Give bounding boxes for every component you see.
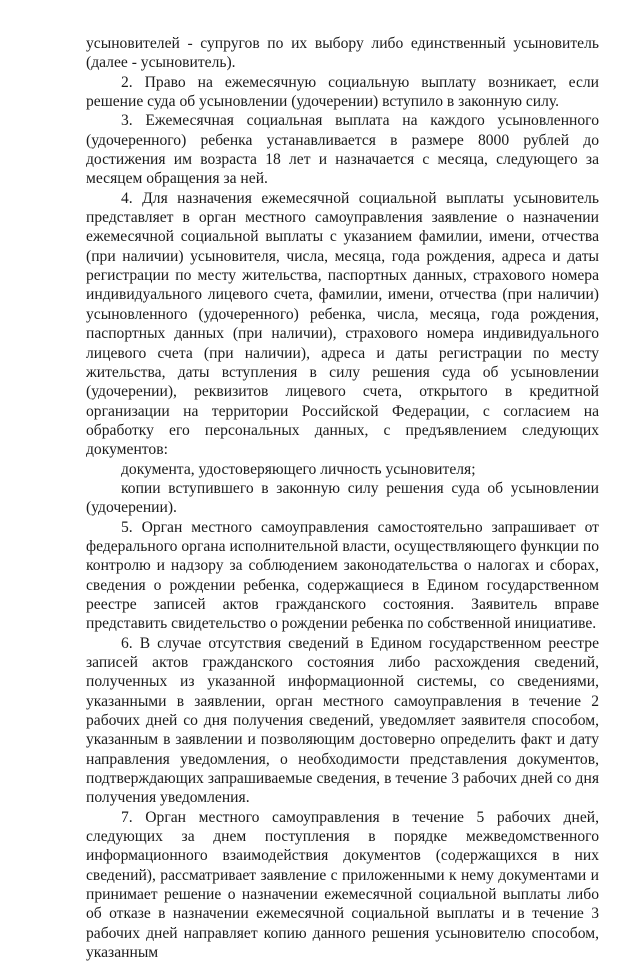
paragraph-item-4: 4. Для назначения ежемесячной социальной выплаты усыновитель представляет в орган местного самоуправления заявление о назначении ежемесячной социальной выплаты с указанием фамилии, имени, отчества (при наличии) усыновителя, числа, месяца, года рождения, адреса и даты регистрации по месту жительства, паспортных данных, страхового номера индивидуального лицевого счета, фамилии, имени, отчества (при наличии) усыновленного (удочеренного) ребенка, числа, месяца, года рождения, паспортных данных (при наличии), страхового номера индивидуального лицевого счета (при наличии), адреса и даты регистрации по месту жительства, даты вступления в силу решения суда об усыновлении (удочерении), реквизитов лицевого счета, открытого в кредитной организации на территории Российской Федерации, с согласием на обработку его персональных данных, с предъявлением следующих документов: — [86, 189, 599, 459]
paragraph-item-2: 2. Право на ежемесячную социальную выплату возникает, если решение суда об усыновлении (удочерении) вступило в законную силу. — [86, 73, 599, 111]
paragraph-continuation: усыновителей - супругов по их выбору либо единственный усыновитель (далее - усыновитель). — [86, 35, 599, 72]
paragraph-document-court-decision: копии вступившего в законную силу решения суда об усыновлении (удочерении). — [86, 479, 599, 517]
paragraph-item-3: 3. Ежемесячная социальная выплата на каждого усыновленного (удочеренного) ребенка устанавливается в размере 8000 рублей до достижения им возраста 18 лет и назначается с месяца, следующего за месяцем обращения за ней. — [86, 112, 599, 188]
paragraph-item-7: 7. Орган местного самоуправления в течение 5 рабочих дней, следующих за днем поступления в порядке межведомственного информационного взаимодействия документов (содержащихся в них сведений), рассматривает заявление с приложенными к нему документами и принимает решение о назначении ежемесячной социальной выплаты либо об отказе в назначении ежемесячной социальной выплаты и в течение 3 рабочих дней направляет копию данного решения усыновителю способом, указанным — [86, 808, 599, 962]
paragraph-item-5: 5. Орган местного самоуправления самостоятельно запрашивает от федерального органа исполнительной власти, осуществляющего функции по контролю и надзору за соблюдением законодательства о налогах и сборах, сведения о рождении ребенка, содержащиеся в Едином государственном реестре записей актов гражданского состояния. Заявитель вправе представить свидетельство о рождении ребенка по собственной инициативе. — [86, 518, 599, 633]
document-text — [86, 34, 599, 963]
paragraph-item-6: 6. В случае отсутствия сведений в Едином государственном реестре записей актов гражданского состояния либо расхождения сведений, полученных из указанной информационной системы, со сведениями, указанными в заявлении, орган местного самоуправления в течение 2 рабочих дней со дня получения сведений, уведомляет заявителя способом, указанным в заявлении и позволяющим достоверно определить факт и дату направления уведомления, о необходимости представления документов, подтверждающих запрашиваемые сведения, в течение 3 рабочих дней со дня получения уведомления. — [86, 634, 599, 807]
paragraph-document-identity: документа, удостоверяющего личность усыновителя; — [121, 460, 476, 478]
